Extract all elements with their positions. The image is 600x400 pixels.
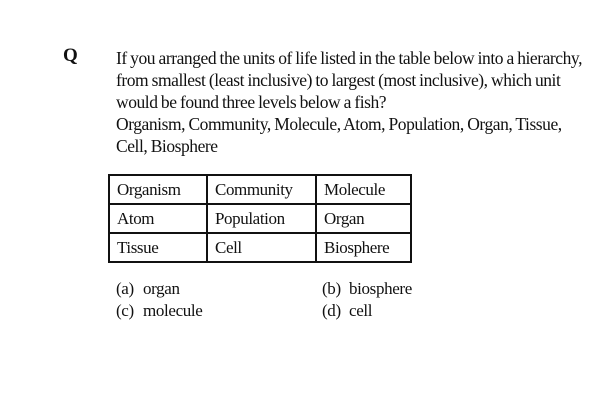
units-table [108,174,412,263]
table-cell: Tissue [109,233,207,262]
table-cell: Biosphere [316,233,411,262]
option-a[interactable] [116,279,180,299]
question-line: If you arranged the units of life listed in the table below into a hierarchy, [116,48,583,68]
table-cell: Population [207,204,316,233]
question-line: Cell, Biosphere [116,136,218,156]
option-key: (d) [322,301,341,320]
question-text [116,47,583,157]
table-cell: Organism [109,175,207,204]
option-text: molecule [143,301,203,320]
table-row [109,233,411,262]
table-cell: Atom [109,204,207,233]
table-cell: Molecule [316,175,411,204]
option-d[interactable] [322,301,372,321]
question-line: Organism, Community, Molecule, Atom, Population, Organ, Tissue, [116,114,562,134]
table-cell: Community [207,175,316,204]
option-key: (b) [322,279,341,298]
option-key: (a) [116,279,134,298]
option-text: cell [349,301,373,320]
option-key: (c) [116,301,134,320]
option-c[interactable] [116,301,203,321]
option-text: biosphere [349,279,412,298]
question-label: Q [63,45,78,66]
table-cell: Cell [207,233,316,262]
question-line: would be found three levels below a fish? [116,92,387,112]
table-row [109,204,411,233]
option-b[interactable] [322,279,412,299]
option-text: organ [143,279,180,298]
table-cell: Organ [316,204,411,233]
table-row [109,175,411,204]
question-line: from smallest (least inclusive) to largest (most inclusive), which unit [116,70,561,90]
